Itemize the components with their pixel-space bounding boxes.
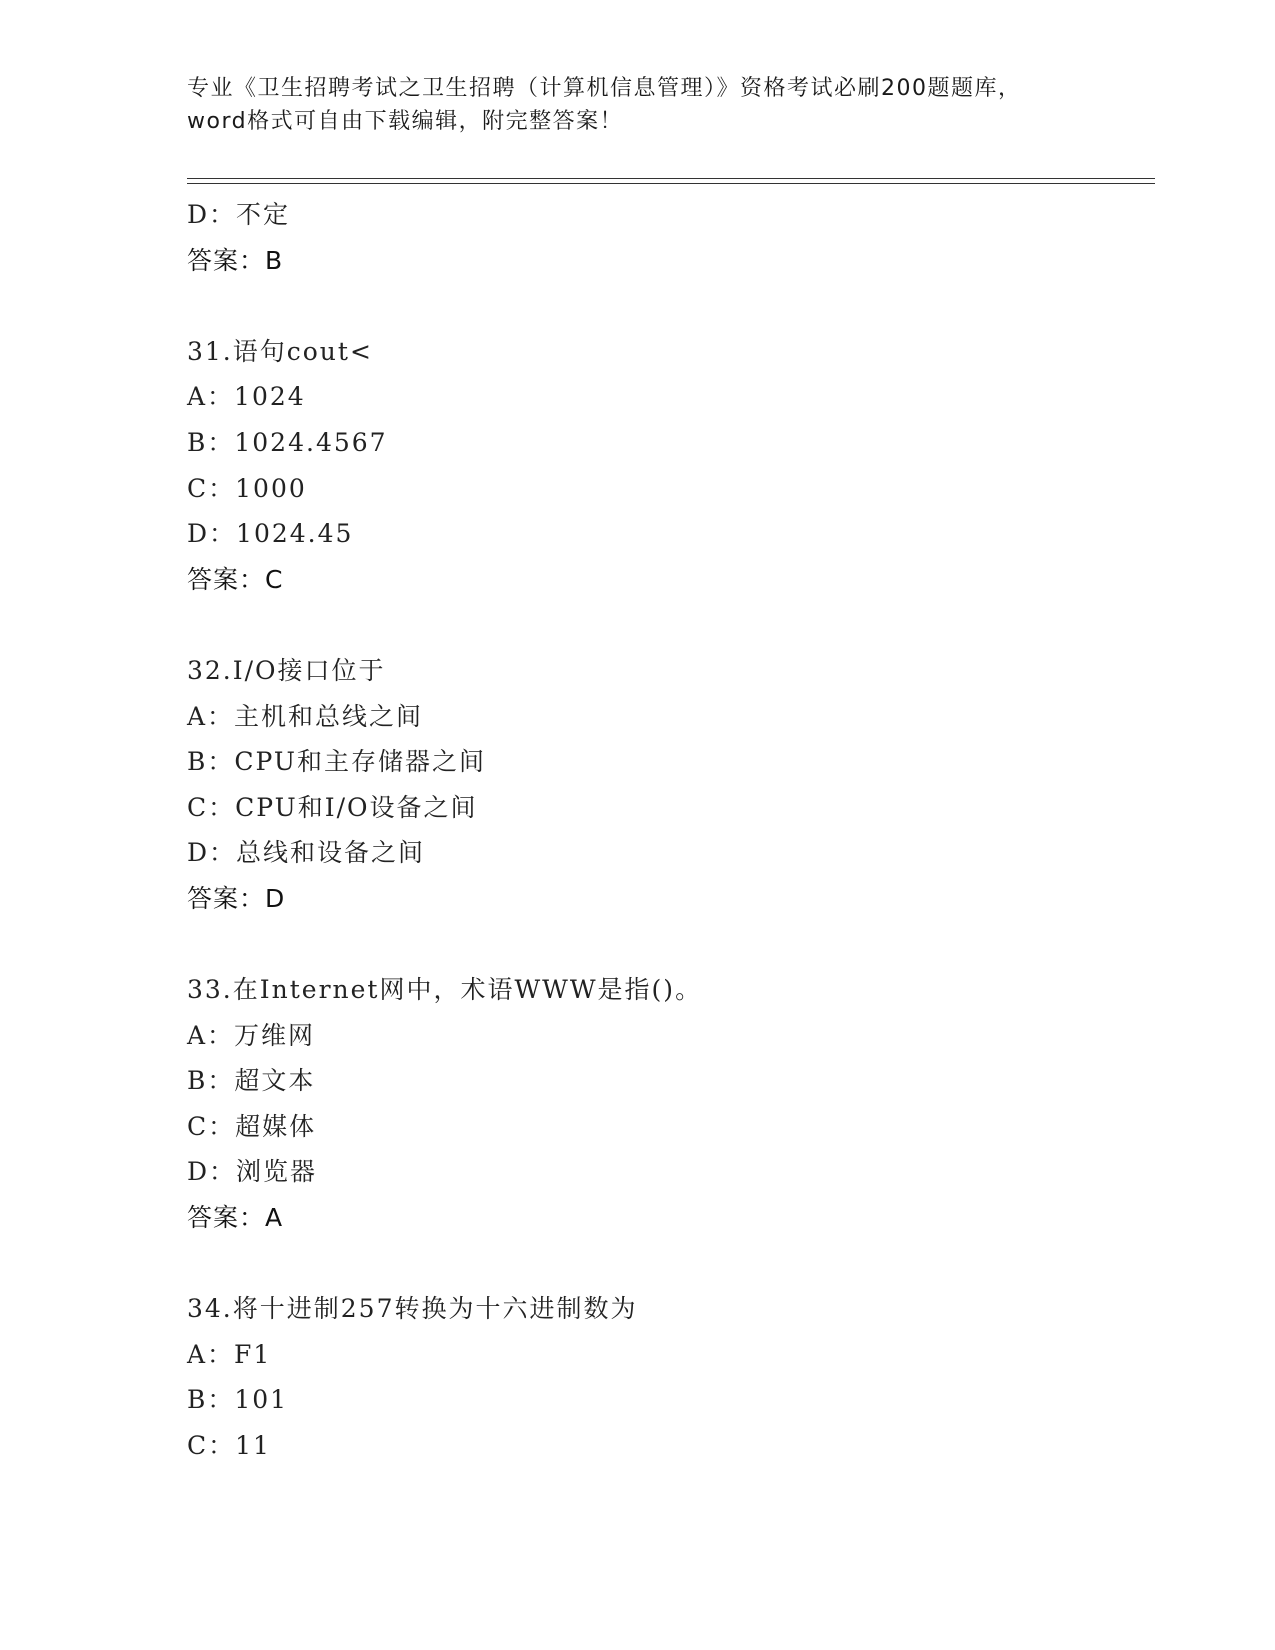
answer-line: 答案：B	[187, 245, 284, 275]
option-b: B：1024.4567	[187, 427, 388, 457]
spacer	[187, 283, 1147, 329]
option-a: A：1024	[187, 382, 306, 412]
header-rule-bottom	[187, 183, 1155, 184]
question-text: 33.在Internet网中，术语WWW是指()。	[187, 975, 703, 1005]
option-c: C：CPU和I/O设备之间	[187, 792, 478, 822]
question-block-34	[187, 1286, 1147, 1468]
question-text: 31.语句cout<	[187, 336, 373, 366]
question-text: 34.将十进制257转换为十六进制数为	[187, 1294, 638, 1324]
document-header	[187, 72, 1087, 138]
option-a: A：F1	[187, 1339, 272, 1369]
option-b: B：超文本	[187, 1066, 316, 1096]
spacer	[187, 922, 1147, 968]
answer-line: 答案：D	[187, 883, 286, 913]
question-list	[187, 192, 1147, 1469]
header-title-line-2: word格式可自由下载编辑，附完整答案！	[187, 109, 624, 134]
spacer	[187, 1241, 1147, 1287]
option-b: B：CPU和主存储器之间	[187, 747, 486, 777]
option-d: D：总线和设备之间	[187, 838, 426, 868]
option-d: D：浏览器	[187, 1157, 318, 1187]
option-a: A：万维网	[187, 1020, 316, 1050]
option-d: D：1024.45	[187, 519, 354, 549]
question-block-30	[187, 192, 1147, 283]
question-text: 32.I/O接口位于	[187, 655, 386, 685]
question-block-32	[187, 648, 1147, 922]
option-c: C：11	[187, 1431, 271, 1461]
option-c: C：超媒体	[187, 1111, 317, 1141]
header-rule-top	[187, 178, 1155, 179]
question-block-33	[187, 967, 1147, 1241]
answer-line: 答案：C	[187, 564, 284, 594]
option-c: C：1000	[187, 473, 307, 503]
question-block-31	[187, 329, 1147, 603]
option-d: D：不定	[187, 200, 291, 229]
option-a: A：主机和总线之间	[187, 701, 424, 731]
header-title-line-1: 专业《卫生招聘考试之卫生招聘（计算机信息管理）》资格考试必刷200题题库，	[187, 76, 1022, 101]
option-b: B：101	[187, 1385, 289, 1415]
spacer	[187, 602, 1147, 648]
answer-line: 答案：A	[187, 1203, 284, 1233]
